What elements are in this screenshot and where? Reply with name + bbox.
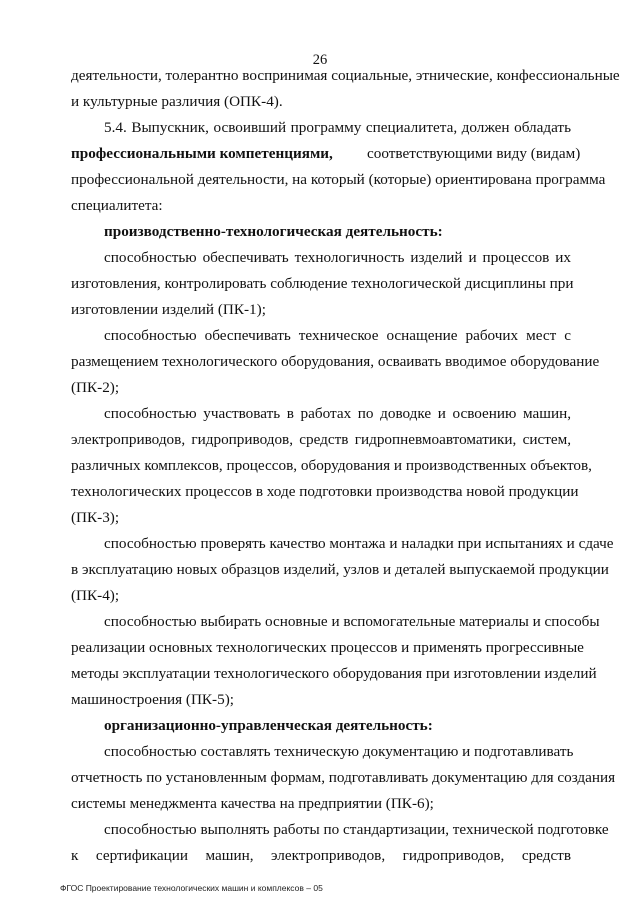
text-line: (ПК-3);	[71, 509, 120, 526]
text-line: машиностроения (ПК-5);	[71, 691, 234, 708]
text-line: способностью участвовать в работах по доводке и освоению машин,	[104, 405, 571, 422]
text-line: способностью обеспечивать технологичность изделий и процессов их	[104, 249, 571, 266]
text-line: 5.4. Выпускник, освоивший программу специалитета, должен обладать	[104, 119, 571, 136]
page-footer: ФГОС Проектирование технологических машин и комплексов – 05	[60, 883, 323, 893]
text-line: (ПК-4);	[71, 587, 120, 604]
text-line: реализации основных технологических процессов и применять прогрессивные	[71, 639, 584, 656]
text-line: размещением технологического оборудования, осваивать вводимое оборудование	[71, 353, 600, 370]
text-line: способностью составлять техническую документацию и подготавливать	[104, 743, 574, 760]
text-line: специалитета:	[71, 197, 163, 214]
text-line: изготовления, контролировать соблюдение технологической дисциплины при	[71, 275, 574, 292]
text-line: методы эксплуатации технологического оборудования при изготовлении изделий	[71, 665, 597, 682]
section-heading: организационно-управленческая деятельность:	[104, 717, 433, 734]
page-number: 26	[312, 52, 328, 68]
text-line-mixed	[71, 144, 581, 164]
text-line: к сертификации машин, электроприводов, гидроприводов, средств	[71, 847, 571, 864]
text-line: и культурные различия (ОПК-4).	[71, 93, 283, 110]
text-line: профессиональной деятельности, на который (которые) ориентирована программа	[71, 171, 606, 188]
text-line: отчетность по установленным формам, подготавливать документацию для создания	[71, 769, 616, 786]
section-heading: производственно-технологическая деятельность:	[104, 223, 443, 240]
text-line: способностью выполнять работы по стандартизации, технической подготовке	[104, 821, 609, 838]
text-line: системы менеджмента качества на предприятии (ПК-6);	[71, 795, 434, 812]
text-line: способностью обеспечивать техническое оснащение рабочих мест с	[104, 327, 571, 344]
text-line: электроприводов, гидроприводов, средств гидропневмоавтоматики, систем,	[71, 431, 571, 448]
text-line: способностью выбирать основные и вспомогательные материалы и способы	[104, 613, 600, 630]
text-fragment: соответствующими виду (видам)	[367, 145, 581, 162]
text-line: способностью проверять качество монтажа и наладки при испытаниях и сдаче	[104, 535, 614, 552]
text-line: (ПК-2);	[71, 379, 120, 396]
text-line: изготовлении изделий (ПК-1);	[71, 301, 266, 318]
text-line: технологических процессов в ходе подготовки производства новой продукции	[71, 483, 579, 500]
text-line: различных комплексов, процессов, оборудования и производственных объектов,	[71, 457, 592, 474]
bold-term: профессиональными компетенциями,	[71, 145, 333, 162]
text-line: деятельности, толерантно воспринимая социальные, этнические, конфессиональные	[71, 67, 620, 84]
text-line: в эксплуатацию новых образцов изделий, узлов и деталей выпускаемой продукции	[71, 561, 609, 578]
